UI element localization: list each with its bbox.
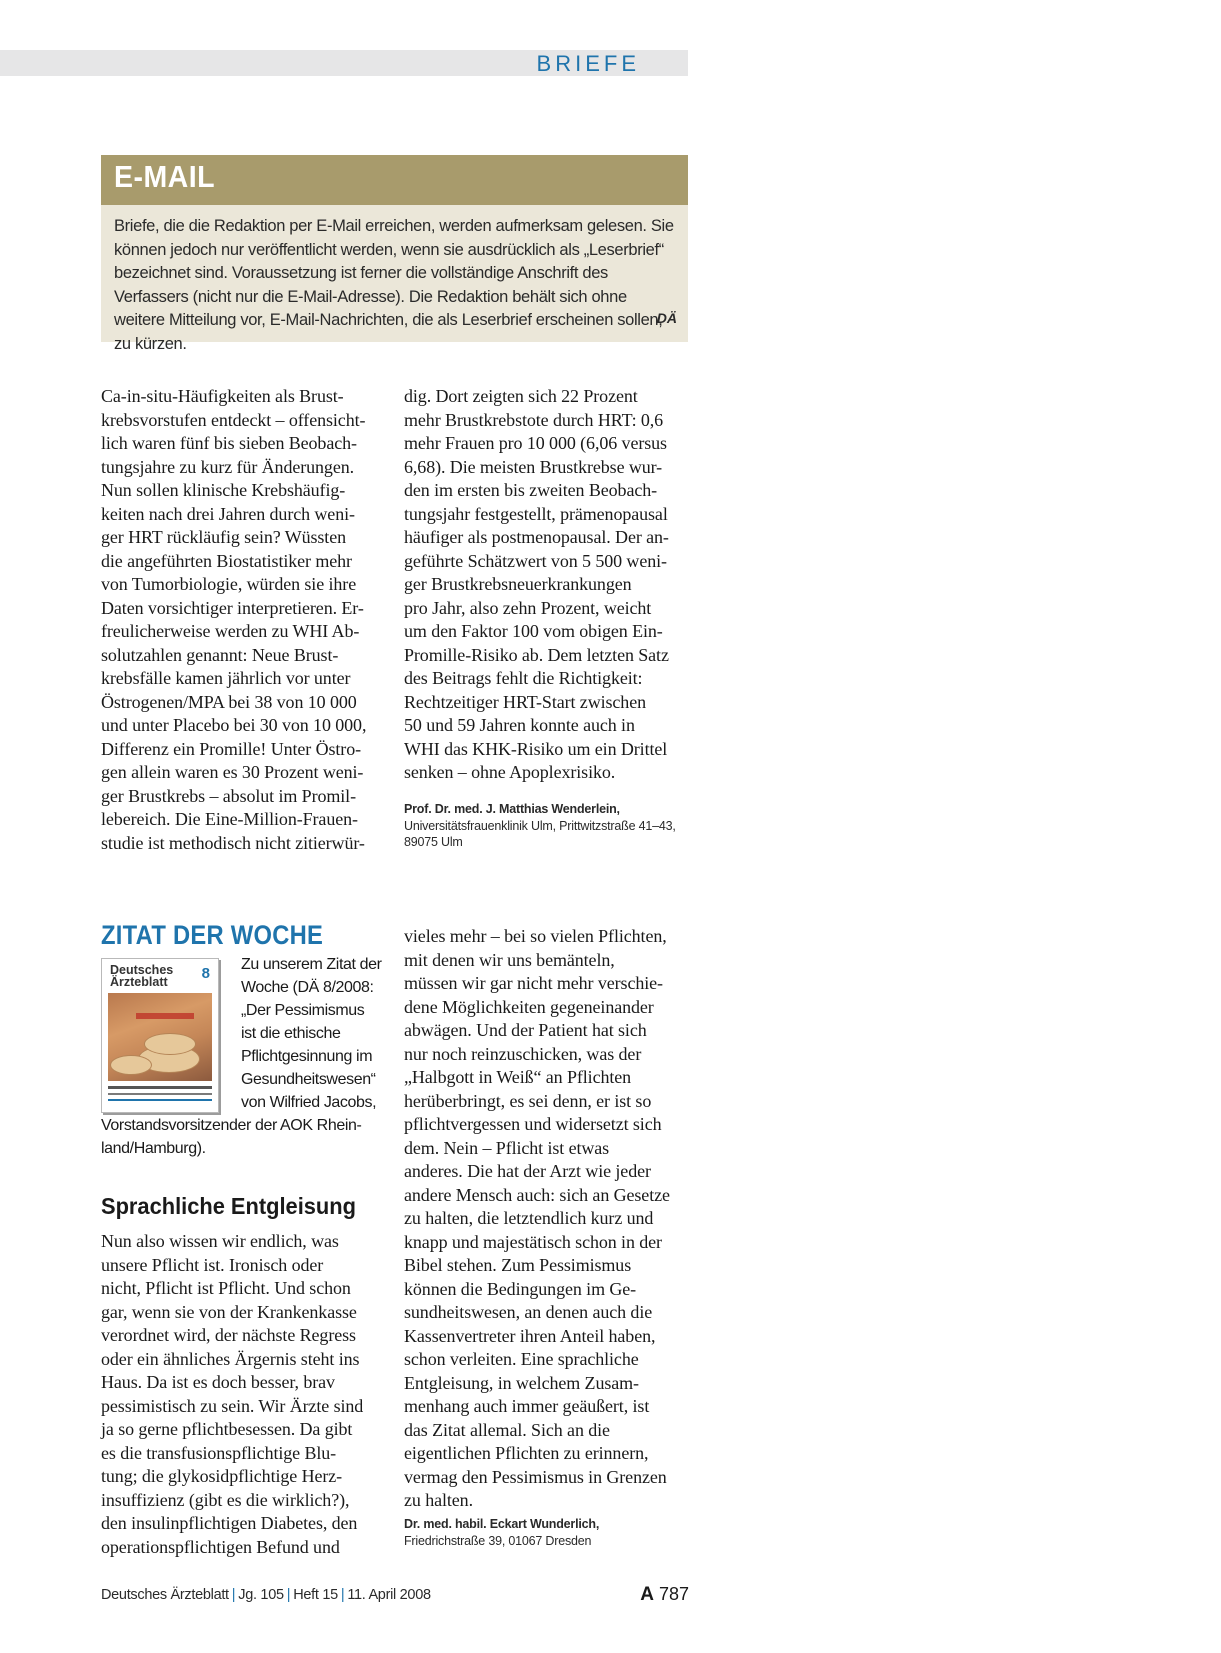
letter1-author [404, 801, 694, 851]
email-notice-title: E-MAIL [114, 159, 215, 194]
cover-rule [108, 1093, 212, 1095]
zitat-intro-part2: Vorstandsvorsitzender der AOK Rhein- land/Hamburg). [101, 1117, 362, 1157]
email-notice-box [101, 155, 688, 353]
letter2-author-address: Friedrichstraße 39, 01067 Dresden [404, 1533, 592, 1548]
cover-rule [108, 1086, 212, 1089]
email-notice-header [101, 155, 688, 205]
cover-rule [108, 1099, 212, 1101]
cover-photo [108, 993, 212, 1081]
email-notice-signature: DÄ [656, 310, 677, 326]
magazine-cover-image [101, 958, 219, 1113]
letter1-author-name: Prof. Dr. med. J. Matthias Wenderlein, [404, 802, 620, 816]
section-label: BRIEFE [536, 51, 640, 76]
zitat-heading: ZITAT DER WOCHE [101, 920, 324, 950]
footer-separator: | [231, 1587, 236, 1603]
page-number [640, 1584, 689, 1606]
letter2-author-name: Dr. med. habil. Eckart Wunderlich, [404, 1517, 600, 1531]
footer-separator: | [286, 1587, 291, 1603]
footer-volume: Jg. 105 [238, 1587, 284, 1603]
letter2-author [404, 1516, 694, 1549]
footer-date: 11. April 2008 [347, 1587, 431, 1603]
footer-issue: Heft 15 [293, 1587, 338, 1603]
letter2-column1: Nun also wissen wir endlich, was unsere Pflicht ist. Ironisch oder nicht, Pflicht ist Pflicht. Und schon gar, wenn sie von der Krankenkasse verordnet wird, der nächste Regress oder ein ähnliches Ärgernis steht ins Haus. Da ist es doch besser, brav pessimistisch zu sein. Wir Ärzte sind ja so gerne pflichtbesessen. Da gibt es die transfusionspflichtige Blu- tung; die glykosidpflichtige Herz- insuffizienz (gibt es die wirklich?), den insulinpflichtigen Diabetes, den operationspflichtigen Befund und [101, 1231, 364, 1557]
footer-separator: | [340, 1587, 345, 1603]
page-number-prefix: A [640, 1584, 654, 1605]
letter2-heading: Sprachliche Entgleisung [101, 1193, 356, 1219]
letter1-author-address: Universitätsfrauenklinik Ulm, Prittwitzstraße 41–43, 89075 Ulm [404, 818, 676, 849]
email-notice-text: Briefe, die die Redaktion per E-Mail erreichen, werden aufmerksam gelesen. Sie können jedoch nur veröffentlicht werden, wenn sie ausdrücklich als „Leserbrief“ bezeichnet sind. Voraussetzung ist ferner die vollständige Anschrift des Verfassers (nicht nur die E-Mail-Adresse). Die Redaktion behält sich ohne weitere Mitteilung vor, E-Mail-Nachrichten, die als Leserbrief erscheinen sollen, zu kürzen. [114, 217, 674, 353]
letter1-column1: Ca-in-situ-Häufigkeiten als Brust- krebsvorstufen entdeckt – offensicht- lich waren fünf bis sieben Beobach- tungsjahre zu kurz für Änderungen. Nun sollen klinische Krebshäufig- keiten nach drei Jahren durch weni- ger HRT rückläufig sein? Wüssten die angeführten Biostatistiker mehr von Tumorbiologie, würden sie ihre Daten vorsichtiger interpretieren. Er- freulicherweise werden zu WHI Ab- solutzahlen genannt: Neue Brust- krebsfälle kamen jährlich vor unter Östrogenen/MPA bei 38 von 10 000 und unter Placebo bei 30 von 10 000, Differenz ein Promille! Unter Östro- gen allein waren es 30 Prozent weni- ger Brustkrebs – absolut im Promil- lebereich. Die Eine-Million-Frauen- studie ist methodisch nicht zitierwür- [101, 386, 367, 853]
page-number-value: 787 [658, 1584, 689, 1604]
cover-issue-number: 8 [201, 965, 210, 982]
section-bar [0, 50, 688, 76]
letter2-column2: vieles mehr – bei so vielen Pflichten, mit denen wir uns bemänteln, müssen wir gar nicht mehr verschie- dene Möglichkeiten gegeneinander abwägen. Und der Patient hat sich nur noch reinzuschicken, was der „Halbgott in Weiß“ an Pflichten herüberbringt, es sei denn, er ist so pflichtvergessen und widersetzt sich dem. Nein – Pflicht ist etwas anderes. Die hat der Arzt wie jeder andere Mensch auch: sich an Gesetze zu halten, die letztendlich kurz und knapp und majestätisch schon in der Bibel stehen. Zum Pessimismus können die Bedingungen im Ge- sundheitswesen, an denen auch die Kassenvertreter ihren Anteil haben, schon verleiten. Eine sprachliche Entgleisung, in welchem Zusam- menhang auch immer geäußert, ist das Zitat allemal. Sich an die eigentlichen Pflichten zu erinnern, vermag den Pessimismus in Grenzen zu halten. [404, 926, 670, 1510]
footer-publication: Deutsches Ärzteblatt [101, 1587, 229, 1603]
plate-shape [144, 1033, 196, 1055]
cover-masthead: Deutsches Ärzteblatt [110, 963, 174, 989]
plate-shape [110, 1055, 152, 1075]
cover-headline-bar [136, 1013, 194, 1019]
letter1-column2: dig. Dort zeigten sich 22 Prozent mehr Brustkrebstote durch HRT: 0,6 mehr Frauen pro 10 000 (6,06 versus 6,68). Die meisten Brustkrebse wur- den im ersten bis zweiten Beobach- tungsjahr festgestellt, prämenopausal häufiger als postmenopausal. Der an- geführte Schätzwert von 5 500 weni- ger Brustkrebsneuerkrankungen pro Jahr, also zehn Prozent, weicht um den Faktor 100 vom obigen Ein- Promille-Risiko ab. Dem letzten Satz des Beitrags fehlt die Richtigkeit: Rechtzeitiger HRT-Start zwischen 50 und 59 Jahren konnte auch in WHI das KHK-Risiko um ein Drittel senken – ohne Apoplexrisiko. [404, 386, 669, 782]
page-footer [101, 1587, 431, 1603]
zitat-intro-part1: Zu unserem Zitat der Woche (DÄ 8/2008: „Der Pessimismus ist die ethische Pflichtgesinnung im Gesundheitswesen“ von Wilfried Jacobs, [241, 956, 382, 1111]
